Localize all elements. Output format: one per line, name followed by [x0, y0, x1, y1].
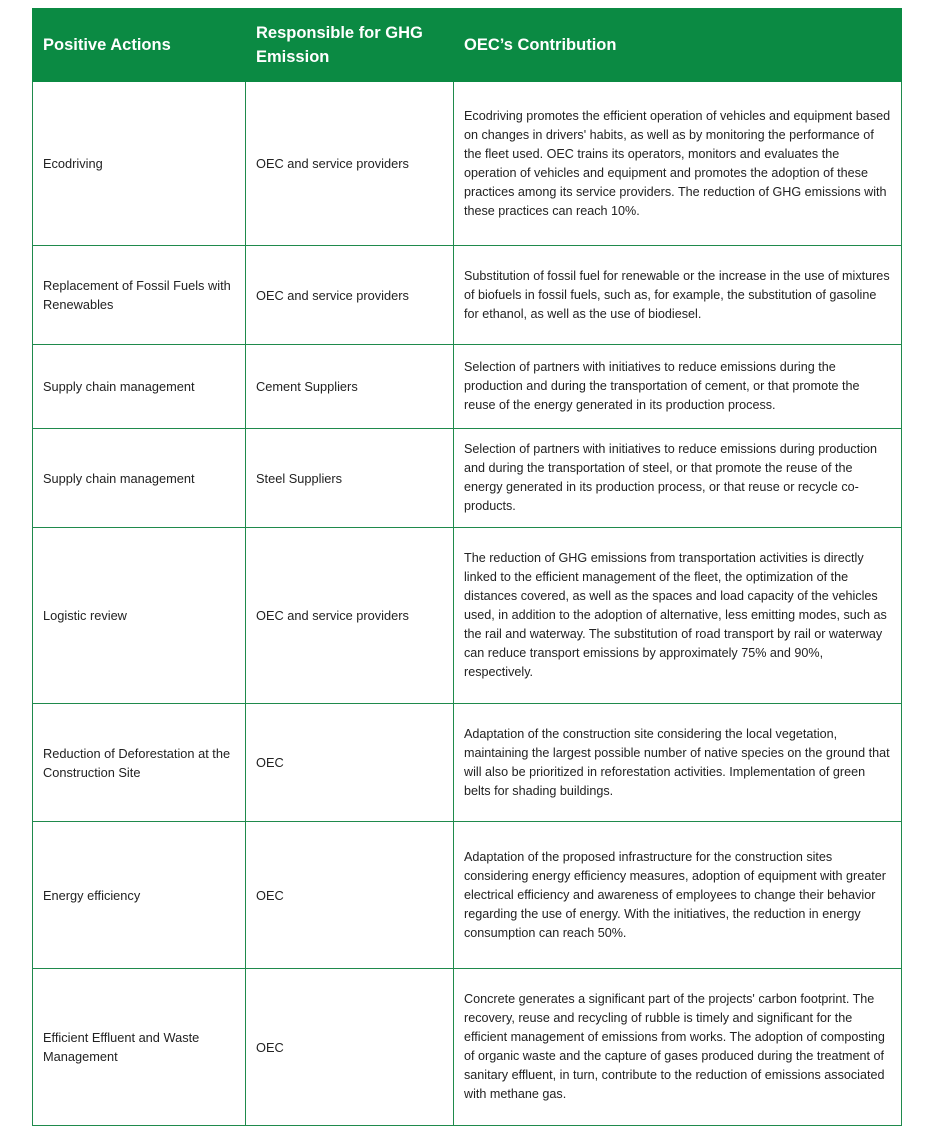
cell-responsible: OEC — [246, 704, 454, 822]
table-body — [33, 82, 902, 1126]
table-row — [33, 82, 902, 246]
cell-responsible: OEC — [246, 822, 454, 969]
cell-action: Replacement of Fossil Fuels with Renewables — [33, 246, 246, 345]
table-row — [33, 345, 902, 429]
cell-contribution: Concrete generates a significant part of the projects' carbon footprint. The recovery, reuse and recycling of rubble is timely and significant for the efficient management of emissions from works. The adoption of composting of organic waste and the capture of gases produced during the treatment of sanitary effluent, in turn, contribute to the reduction of emissions associated with methane gas. — [454, 969, 902, 1126]
table-row — [33, 822, 902, 969]
table-row — [33, 969, 902, 1126]
header-positive-actions: Positive Actions — [33, 9, 246, 82]
cell-action: Supply chain management — [33, 429, 246, 528]
cell-responsible: Steel Suppliers — [246, 429, 454, 528]
ghg-actions-table — [32, 8, 902, 1126]
table-row — [33, 704, 902, 822]
cell-contribution: Ecodriving promotes the efficient operation of vehicles and equipment based on changes in drivers' habits, as well as by monitoring the performance of the fleet used. OEC trains its operators, monitors and evaluates the operation of vehicles and equipment and promotes the adoption of these practices among its service providers. The reduction of GHG emissions with these practices can reach 10%. — [454, 82, 902, 246]
cell-contribution: Selection of partners with initiatives to reduce emissions during the production and during the transportation of cement, or that promote the reuse of the energy generated in its production process. — [454, 345, 902, 429]
header-oec-contribution: OEC’s Contribution — [454, 9, 902, 82]
cell-contribution: Selection of partners with initiatives to reduce emissions during production and during the transportation of steel, or that promote the reuse of the energy generated in its production process, or that reuse or recycle co-products. — [454, 429, 902, 528]
cell-responsible: OEC and service providers — [246, 528, 454, 704]
cell-responsible: OEC and service providers — [246, 82, 454, 246]
table-header — [33, 9, 902, 82]
header-responsible: Responsible for GHG Emission — [246, 9, 454, 82]
cell-responsible: OEC and service providers — [246, 246, 454, 345]
table-row — [33, 528, 902, 704]
cell-action: Logistic review — [33, 528, 246, 704]
table-row — [33, 429, 902, 528]
cell-action: Ecodriving — [33, 82, 246, 246]
cell-contribution: Adaptation of the construction site considering the local vegetation, maintaining the largest possible number of native species on the ground that will also be prioritized in reforestation activities. Implementation of green belts for shading buildings. — [454, 704, 902, 822]
cell-action: Supply chain management — [33, 345, 246, 429]
header-row — [33, 9, 902, 82]
cell-responsible: OEC — [246, 969, 454, 1126]
table-row — [33, 246, 902, 345]
cell-contribution: Adaptation of the proposed infrastructure for the construction sites considering energy efficiency measures, adoption of equipment with greater electrical efficiency and awareness of employees to change their behavior regarding the use of energy. With the initiatives, the reduction in energy consumption can reach 50%. — [454, 822, 902, 969]
cell-responsible: Cement Suppliers — [246, 345, 454, 429]
cell-contribution: Substitution of fossil fuel for renewable or the increase in the use of mixtures of biofuels in fossil fuels, such as, for example, the substitution of gasoline for ethanol, as well as the use of biodiesel. — [454, 246, 902, 345]
cell-action: Energy efficiency — [33, 822, 246, 969]
cell-action: Efficient Effluent and Waste Management — [33, 969, 246, 1126]
cell-contribution: The reduction of GHG emissions from transportation activities is directly linked to the efficient management of the fleet, the optimization of the distances covered, as well as the spaces and load capacity of the vehicles used, in addition to the adoption of alternative, less emitting modes, such as the rail and waterway. The substitution of road transport by rail or waterway can reduce transport emissions by approximately 75% and 90%, respectively. — [454, 528, 902, 704]
cell-action: Reduction of Deforestation at the Construction Site — [33, 704, 246, 822]
